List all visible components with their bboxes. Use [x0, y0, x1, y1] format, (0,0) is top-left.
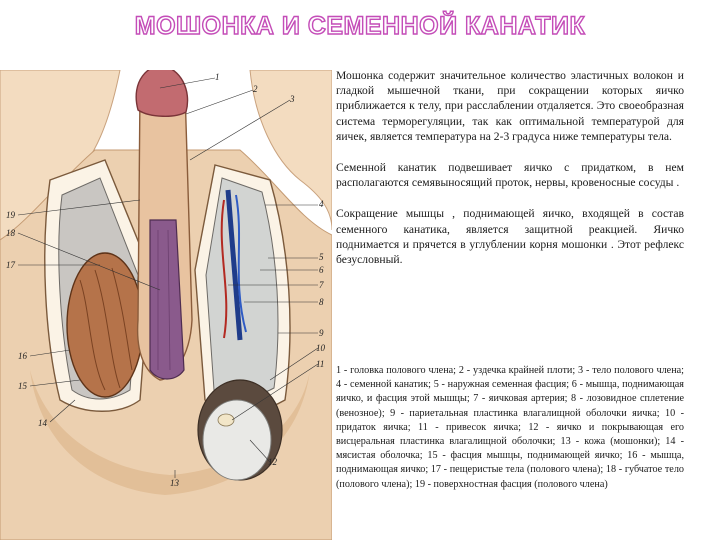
callout-9: 9 [319, 328, 324, 338]
glans-penis [136, 70, 187, 116]
callout-8: 8 [319, 297, 324, 307]
anatomy-drawing [0, 70, 332, 540]
slide-title: МОШОНКА И СЕМЕННОЙ КАНАТИК [134, 12, 586, 40]
callout-3: 3 [290, 94, 295, 104]
callout-10: 10 [316, 343, 325, 353]
callout-16: 16 [18, 351, 27, 361]
callout-19: 19 [6, 210, 15, 220]
callout-14: 14 [38, 418, 47, 428]
callout-17: 17 [6, 260, 15, 270]
anatomy-illustration [0, 70, 332, 540]
callout-2: 2 [253, 84, 258, 94]
appendix-testis [218, 414, 234, 426]
callout-18: 18 [6, 228, 15, 238]
callout-13: 13 [170, 478, 179, 488]
paragraph-scrotum: Мошонка содержит значительное количество эластичных волокон и гладкой мышечной ткани, при сокращении которых яичко приближается к телу, при расслаблении отдаляется. Это своеобразная система терморегуляции, так как оптимальной температурой для яичек, является температура на 2-3 градуса ниже температуры тела. [336, 69, 684, 143]
callout-6: 6 [319, 265, 324, 275]
callout-7: 7 [319, 280, 324, 290]
callout-15: 15 [18, 381, 27, 391]
description-column [336, 68, 684, 283]
paragraph-spermatic-cord: Семенной канатик подвешивает яичко с придатком, в нем располагаются семявыносящий проток, нервы, кровеносные сосуды . [336, 161, 684, 190]
figure-legend: 1 - головка полового члена; 2 - уздечка крайней плоти; 3 - тело полового члена; 4 - семенной канатик; 5 - наружная семенная фасция; 6 - мышца, поднимающая яичко, и фасция этой мышцы; 7 - яичковая артерия; 8 - лозовидное сплетение (венозное); 9 - париетальная пластинка влагалищной оболочки яичка; 10 - придаток яичка; 11 - привесок яичка; 12 - яичко и покрывающая его висцеральная пластинка влагалищной оболочки; 13 - кожа (мошонки); 14 - мясистая оболочка; 15 - фасция мышцы, поднимающей яичко; 16 - мышца, поднимающая яичко; 17 - пещеристые тела (полового члена); 18 - губчатое тело (полового члена); 19 - поверхностная фасция (полового члена) [336, 365, 684, 490]
callout-4: 4 [319, 199, 324, 209]
callout-12: 12 [268, 457, 277, 467]
right-testis [203, 400, 271, 480]
left-testis [67, 253, 143, 397]
callout-5: 5 [319, 252, 324, 262]
callout-11: 11 [316, 359, 325, 369]
paragraph-cremaster-reflex: Сокращение мышцы , поднимающей яичко, входящей в состав семенного канатика, является защитной реакцией. Яичко поднимается и прячется в углублении корня мошонки . Этот рефлекс безусловный. [336, 207, 684, 267]
callout-1: 1 [215, 72, 220, 82]
